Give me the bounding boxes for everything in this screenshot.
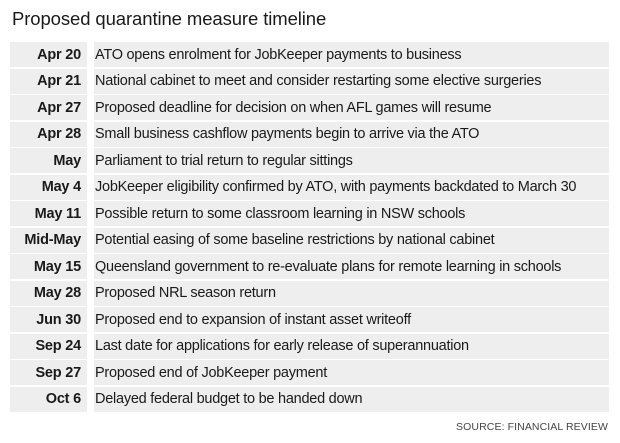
timeline-row	[10, 254, 609, 279]
timeline-row	[10, 122, 609, 147]
timeline-date: Apr 21	[37, 73, 81, 89]
timeline-date: May 11	[34, 205, 81, 222]
timeline-event: Potential easing of some baseline restrictions by national cabinet	[95, 232, 495, 248]
row-divider	[87, 334, 94, 359]
timeline-date: Sep 24	[35, 338, 81, 354]
timeline-row	[10, 201, 609, 226]
row-divider	[87, 175, 94, 200]
row-divider	[87, 69, 94, 94]
timeline-row	[10, 228, 609, 253]
timeline-date: Mid-May	[24, 232, 81, 248]
timeline-row	[10, 42, 609, 67]
timeline-list	[10, 42, 609, 413]
timeline-event: ATO opens enrolment for JobKeeper payments to business	[95, 46, 462, 63]
row-divider	[87, 387, 94, 412]
page-title: Proposed quarantine measure timeline	[12, 8, 327, 29]
row-divider	[87, 228, 94, 253]
timeline-event: Last date for applications for early release of superannuation	[95, 338, 469, 354]
row-divider	[87, 254, 94, 279]
timeline-event: Proposed NRL season return	[95, 285, 276, 301]
timeline-date: May 28	[33, 285, 81, 301]
timeline-event: JobKeeper eligibility confirmed by ATO, with payments backdated to March 30	[95, 179, 577, 195]
timeline-row	[10, 360, 609, 385]
timeline-event: Proposed deadline for decision on when AFL games will resume	[95, 99, 492, 116]
timeline-date: Jun 30	[36, 311, 81, 328]
timeline-row	[10, 307, 609, 332]
timeline-event: Parliament to trial return to regular sittings	[95, 152, 353, 169]
row-divider	[87, 95, 94, 120]
row-divider	[87, 281, 94, 306]
timeline-date: May 15	[33, 258, 81, 275]
timeline-event: Small business cashflow payments begin to arrive via the ATO	[95, 126, 480, 142]
timeline-date: May	[53, 152, 81, 169]
timeline-event: Delayed federal budget to be handed down	[95, 391, 363, 407]
timeline-row	[10, 281, 609, 306]
row-divider	[87, 201, 94, 226]
row-divider	[87, 307, 94, 332]
timeline-date: Apr 27	[37, 99, 81, 116]
timeline-date: Oct 6	[45, 391, 81, 407]
row-divider	[87, 360, 94, 385]
timeline-date: Apr 20	[37, 46, 81, 63]
source-credit: SOURCE: FINANCIAL REVIEW	[456, 421, 608, 433]
row-divider	[87, 42, 94, 67]
timeline-row	[10, 69, 609, 94]
timeline-event: National cabinet to meet and consider restarting some elective surgeries	[95, 73, 542, 89]
timeline-date: Apr 28	[37, 126, 81, 142]
row-divider	[87, 148, 94, 173]
timeline-date: Sep 27	[35, 364, 81, 381]
timeline-row	[10, 95, 609, 120]
timeline-event: Proposed end to expansion of instant asset writeoff	[95, 311, 411, 328]
timeline-event: Queensland government to re-evaluate plans for remote learning in schools	[95, 258, 562, 275]
timeline-row	[10, 387, 609, 412]
timeline-event: Proposed end of JobKeeper payment	[95, 364, 327, 381]
row-divider	[87, 122, 94, 147]
timeline-row	[10, 334, 609, 359]
timeline-row	[10, 175, 609, 200]
timeline-row	[10, 148, 609, 173]
timeline-date: May 4	[41, 179, 81, 195]
timeline-event: Possible return to some classroom learning in NSW schools	[95, 205, 466, 222]
